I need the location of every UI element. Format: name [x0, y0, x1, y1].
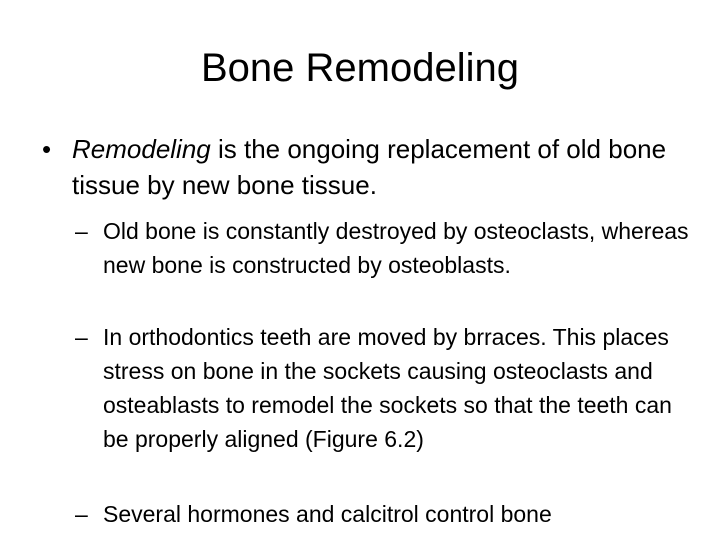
sub-bullet-hormones	[75, 497, 695, 531]
sub-bullet-text: Old bone is constantly destroyed by osteoclasts, whereas new bone is constructed by osteoblasts.	[103, 218, 689, 278]
bullet-text	[42, 131, 692, 203]
sub-bullet-marker: –	[75, 324, 88, 350]
bullet-remodeling-definition	[42, 131, 692, 203]
sub-bullet-osteoclasts	[75, 214, 695, 282]
bullet-rest: is the ongoing replacement of old bone tissue by new bone tissue.	[72, 134, 667, 200]
bullet-emphasis: Remodeling	[72, 134, 211, 164]
sub-bullet-marker: –	[75, 218, 88, 244]
sub-bullet-marker: –	[75, 501, 88, 527]
sub-bullet-text: Several hormones and calcitrol control bone	[103, 501, 552, 527]
sub-bullet-text: In orthodontics teeth are moved by brraces. This places stress on bone in the sockets causing osteoclasts and osteablasts to remodel the sockets so that the teeth can be properly aligned (Figure 6.2)	[103, 324, 672, 452]
bullet-marker: •	[42, 134, 52, 164]
slide-title: Bone Remodeling	[201, 46, 519, 90]
sub-bullet-orthodontics	[75, 320, 695, 456]
